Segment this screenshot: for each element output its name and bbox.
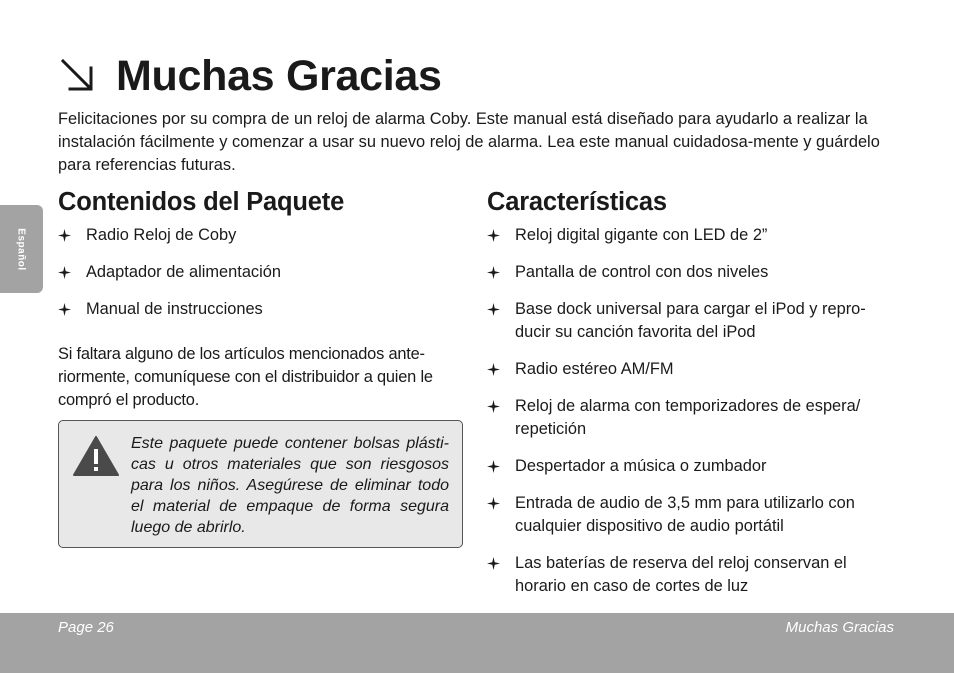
list-item xyxy=(487,358,897,381)
list-item-label: Despertador a música o zumbador xyxy=(515,457,767,475)
list-item xyxy=(487,224,897,247)
four-point-star-icon xyxy=(487,266,500,279)
list-item xyxy=(58,261,466,284)
diagonal-arrow-icon xyxy=(58,56,98,96)
missing-items-note: Si faltara alguno de los artículos mencionados ante-riormente, comuníquese con el distribuidor a quien le compró el producto. xyxy=(58,345,433,409)
list-item xyxy=(58,298,466,321)
list-item-label: Pantalla de control con dos niveles xyxy=(515,263,769,281)
page-header xyxy=(58,48,442,104)
warning-text: Este paquete puede contener bolsas plásti-cas u otros materiales que son riesgosos para los niños. Asegúrese de eliminar todo el material de empaque de forma segura luego de abrirlo. xyxy=(131,435,449,536)
list-item-label: Reloj digital gigante con LED de 2” xyxy=(515,226,768,244)
list-item xyxy=(58,224,466,247)
list-item xyxy=(487,395,897,441)
list-item-label: Radio Reloj de Coby xyxy=(86,226,237,244)
four-point-star-icon xyxy=(487,460,500,473)
four-point-star-icon xyxy=(487,363,500,376)
intro-paragraph: Felicitaciones por su compra de un reloj de alarma Coby. Este manual está diseñado para ayudarlo a realizar la instalación fácilmente y comenzar a usar su nuevo reloj de alarma. Lea este manual cuidadosa-mente y guárdelo para referencias futuras. xyxy=(58,110,880,174)
package-contents-list xyxy=(58,224,466,321)
page-title: Muchas Gracias xyxy=(116,51,442,100)
list-item-label: Radio estéreo AM/FM xyxy=(515,360,674,378)
footer-section-title: Muchas Gracias xyxy=(785,619,894,636)
list-item-label: Adaptador de alimentación xyxy=(86,263,281,281)
four-point-star-icon xyxy=(487,303,500,316)
four-point-star-icon xyxy=(487,229,500,242)
four-point-star-icon xyxy=(487,497,500,510)
features-section xyxy=(487,186,897,612)
page-number: Page 26 xyxy=(58,619,114,636)
list-item-label: Manual de instrucciones xyxy=(86,300,263,318)
four-point-star-icon xyxy=(487,400,500,413)
package-contents-heading: Contenidos del Paquete xyxy=(58,188,345,216)
four-point-star-icon xyxy=(487,557,500,570)
list-item-label: Las baterías de reserva del reloj conservan el horario en caso de cortes de luz xyxy=(515,554,847,595)
list-item-label: Reloj de alarma con temporizadores de espera/ repetición xyxy=(515,397,861,438)
four-point-star-icon xyxy=(58,266,71,279)
warning-triangle-icon xyxy=(73,436,119,476)
list-item xyxy=(487,552,897,598)
language-label: Español xyxy=(16,227,27,271)
package-contents-section xyxy=(58,186,466,412)
features-heading: Características xyxy=(487,188,667,216)
list-item xyxy=(487,261,897,284)
four-point-star-icon xyxy=(58,229,71,242)
features-list xyxy=(487,224,897,598)
four-point-star-icon xyxy=(58,303,71,316)
language-side-tab xyxy=(0,205,43,293)
warning-box xyxy=(58,420,463,548)
page-footer xyxy=(0,613,954,673)
list-item-label: Entrada de audio de 3,5 mm para utilizarlo con cualquier dispositivo de audio portátil xyxy=(515,494,855,535)
list-item xyxy=(487,492,897,538)
list-item xyxy=(487,455,897,478)
list-item-label: Base dock universal para cargar el iPod y repro-ducir su canción favorita del iPod xyxy=(515,300,866,341)
list-item xyxy=(487,298,897,344)
